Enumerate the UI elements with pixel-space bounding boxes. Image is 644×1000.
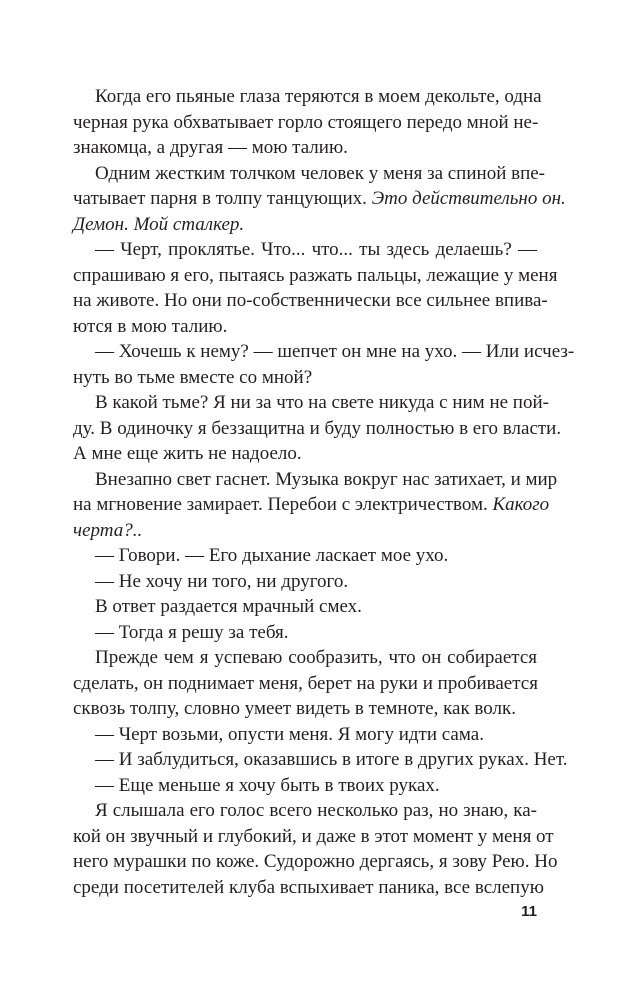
italic-text: Это действительно он.: [371, 188, 566, 209]
text-line: [73, 467, 558, 493]
text-segment: Внезапно свет гаснет. Музыка вокруг нас затихает, и мир: [95, 468, 558, 490]
text-line: [73, 696, 537, 722]
text-line: [73, 798, 537, 824]
page-number: 11: [521, 903, 537, 920]
text-segment: ются в мою талию.: [73, 315, 228, 337]
text-line: [73, 594, 537, 620]
text-segment: нуть во тьме вместе со мной?: [73, 366, 313, 388]
text-line: [73, 390, 549, 416]
text-line: [73, 569, 537, 595]
italic-text: Демон. Мой сталкер.: [73, 213, 245, 235]
text-segment: — Не хочу ни того, ни другого.: [95, 570, 349, 592]
text-line: [73, 441, 537, 467]
italic-text: черта?..: [73, 519, 143, 541]
text-segment: Я слышала его голос всего несколько раз, но знаю, ка-: [95, 800, 537, 821]
text-segment: — И заблудиться, оказавшись в итоге в других руках. Нет.: [95, 749, 568, 770]
text-line: [73, 263, 558, 289]
text-segment: сквозь толпу, словно умеет видеть в темноте, как волк.: [73, 698, 516, 719]
text-line: [73, 875, 544, 901]
text-segment: Когда его пьяные глаза теряются в моем декольте, одна: [95, 86, 542, 107]
text-line: [73, 365, 537, 391]
text-segment: чатывает парня в толпу танцующих.: [73, 188, 372, 209]
text-segment: А мне еще жить не надоело.: [73, 443, 302, 464]
text-line: [73, 722, 537, 748]
text-line: [73, 620, 537, 646]
text-line: [73, 543, 537, 569]
text-line: [73, 237, 537, 263]
text-line: [73, 645, 537, 671]
text-segment: него мурашки по коже. Судорожно дергаясь, я зову Рею. Но: [73, 851, 558, 872]
italic-text: Какого: [492, 494, 550, 515]
text-segment: Одним жестким толчком человек у меня за спиной впе-: [95, 162, 546, 184]
text-line: [73, 161, 546, 187]
text-segment: знакомца, а другая — мою талию.: [73, 137, 348, 158]
text-segment: — Хочешь к нему? — шепчет он мне на ухо. — Или исчез-: [95, 341, 575, 362]
text-line: [73, 339, 575, 365]
text-line: [73, 416, 562, 442]
text-segment: ду. В одиночку я беззащитна и буду полностью в его власти.: [73, 417, 562, 439]
text-line: [73, 186, 566, 212]
text-line: [73, 492, 550, 518]
text-segment: кой он звучный и глубокий, и даже в этот момент у меня от: [73, 825, 554, 847]
text-segment: — Тогда я решу за тебя.: [95, 621, 289, 643]
text-segment: Прежде чем я успеваю сообразить, что он собирается: [95, 647, 537, 668]
text-line: [73, 314, 537, 340]
text-segment: среди посетителей клуба вспыхивает паника, все вслепую: [73, 876, 544, 898]
text-segment: спрашиваю я его, пытаясь разжать пальцы, лежащие у меня: [73, 264, 558, 286]
text-segment: черная рука обхватывает горло стоящего передо мной не-: [73, 111, 539, 133]
text-line: [73, 212, 537, 238]
text-line: [73, 84, 542, 110]
text-segment: В ответ раздается мрачный смех.: [95, 596, 362, 617]
text-line: [73, 747, 568, 773]
text-segment: — Черт, проклятье. Что... что... ты здесь делаешь? —: [95, 239, 537, 260]
text-line: [73, 110, 537, 136]
text-segment: сделать, он поднимает меня, берет на руки и пробивается: [73, 672, 538, 694]
text-segment: — Черт возьми, опусти меня. Я могу идти сама.: [95, 723, 484, 745]
text-segment: — Еще меньше я хочу быть в твоих руках.: [95, 774, 440, 796]
text-line: [73, 518, 537, 544]
text-segment: — Говори. — Его дыхание ласкает мое ухо.: [95, 545, 449, 566]
body-text: [73, 84, 575, 900]
text-segment: на мгновение замирает. Перебои с электричеством.: [73, 494, 493, 515]
text-segment: В какой тьме? Я ни за что на свете никуда с ним не пой-: [95, 392, 549, 413]
text-line: [73, 135, 537, 161]
text-line: [73, 671, 537, 697]
text-line: [73, 824, 554, 850]
text-line: [73, 773, 537, 799]
text-line: [73, 288, 548, 314]
text-segment: на животе. Но они по-собственнически все сильнее впива-: [73, 290, 548, 311]
text-line: [73, 849, 558, 875]
